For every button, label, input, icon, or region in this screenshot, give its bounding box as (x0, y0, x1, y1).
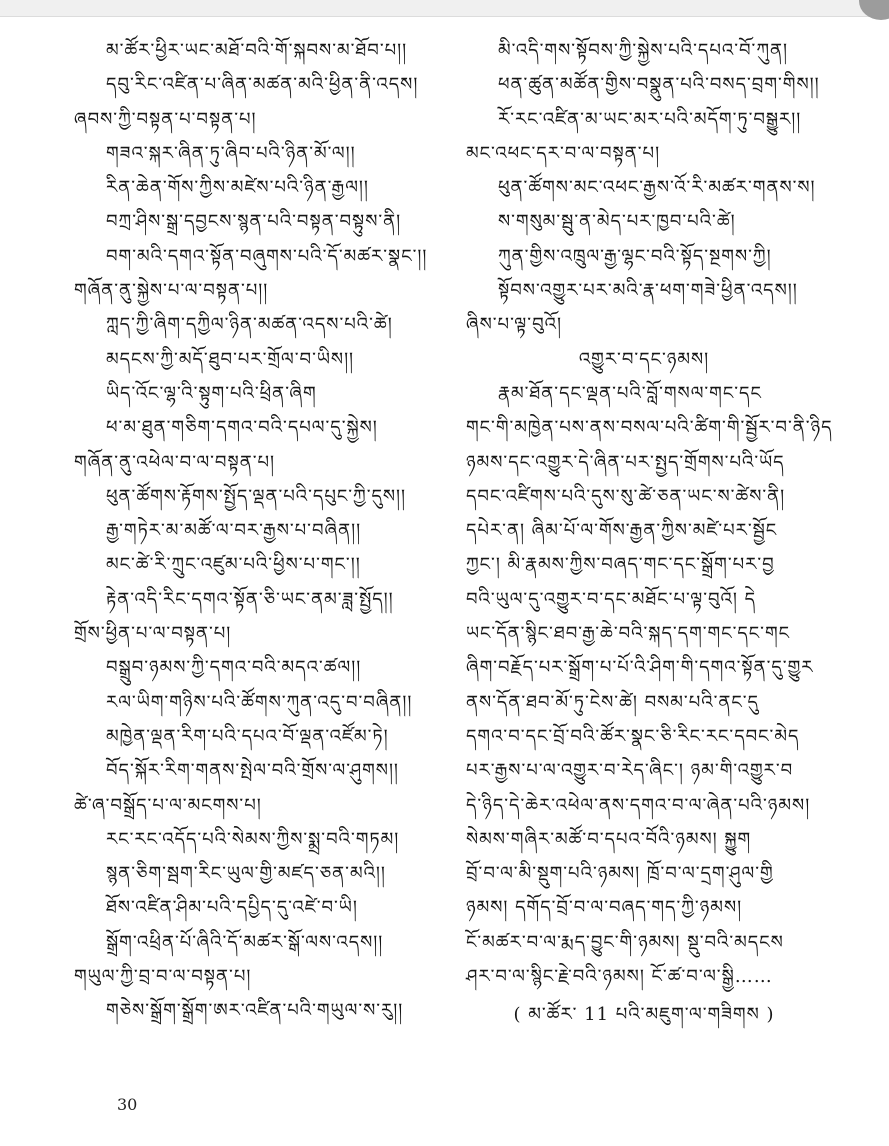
left-column-line: མཁྱེན་ལྡན་རིག་པའི་དཔའ་བོ་ལྡན་འཛོམ་ཏེ། (106, 725, 389, 747)
left-column-line: ཕུན་ཚོགས་རྟོགས་སྤྱོད་ལྡན་པའི་དཔུང་ཀྱི་དུས།། (106, 485, 407, 507)
right-column-line: མི་འདི་གས་སྟོབས་ཀྱི་སྐྱེས་པའི་དཔའ་བོ་ཀུན། (498, 40, 788, 61)
right-column-line: མང་འཕང་དར་བ་ལ་བསྟན་པ། (466, 142, 661, 164)
scan-corner-shadow (859, 0, 889, 20)
left-column-line: རལ་ཡིག་གཉིས་པའི་ཚོགས་ཀུན་འདུ་བ་བཞིན།། (106, 691, 413, 713)
right-column-line: སྟོབས་འགྱུར་པར་མའི་རྣ་ཕག་གཟེ་ཕྱིན་འདས།། (498, 280, 798, 302)
left-column-line: རྟེན་འདི་རིང་དགའ་སྟོན་ཅི་ཡང་ནམ་ཟླ་སྤྱོད།། (106, 588, 394, 610)
page-number: 30 (117, 1095, 138, 1114)
left-column-line: དབུ་རིང་འཛིན་པ་ཞིན་མཚན་མའི་ཕྱིན་ནི་འདས། (106, 74, 419, 96)
figure-reference-caption: ( མ་ཚོར་ 11 པའི་མཇུག་ལ་གཟིགས ) (513, 1004, 775, 1026)
left-column-line: རང་རང་འདོད་པའི་སེམས་ཀྱིས་སྨྲ་བའི་གཏམ། (106, 828, 400, 850)
right-column-line: ཤར་བ་ལ་སྙིང་རྗེ་བའི་ཉམས། ངོ་ཚ་བ་ལ་སྒྱི…… (466, 966, 773, 988)
right-column-line: ཉམས། དགོད་བྲོ་བ་ལ་བཞད་གད་ཀྱི་ཉམས། (466, 897, 743, 919)
scan-top-edge (0, 0, 889, 17)
right-column-line: ས་གསུམ་སྦུ་ན་མེད་པར་ཁྱབ་པའི་ཚེ། (498, 211, 736, 233)
left-column-line: ཚེ་ཞ་བསྒྲོད་པ་ལ་མངགས་པ། (74, 794, 262, 816)
left-column-line: བག་མའི་དགའ་སྟོན་བཞུགས་པའི་དོ་མཚར་སྣང་།། (106, 245, 428, 267)
right-column-line: དབང་འཛིགས་པའི་དུས་སུ་ཚེ་ཅན་ཡང་ས་ཚེས་ནི། (466, 485, 786, 507)
right-column-line: ཞིག་བརྗོད་པར་སྒྲོག་པ་པོ་འི་ཤིག་གི་དགའ་སྟོན་དུ་གྱུར (466, 657, 814, 679)
left-column-line: ཕ་མ་ཐུན་གཅིག་དགའ་བའི་དཔལ་དུ་སྐྱེས། (106, 417, 378, 439)
left-column-line: སྙན་ཅིག་སྦག་རིང་ཡུལ་གྱི་མཛད་ཅན་མའི།། (106, 863, 386, 885)
left-column-line: རིན་ཆེན་གོས་ཀྱིས་མཛེས་པའི་ཉིན་རྒྱལ།། (106, 177, 369, 199)
left-column-line: གཅེས་སྒྲོག་སྒྲོག་ཨར་འཛིན་པའི་གཡུལ་ས་རུ།། (106, 1000, 404, 1022)
left-column-line: གྲོས་ཕྱིན་པ་ལ་བསྟན་པ། (74, 623, 232, 645)
left-column-line: མ་ཚོར་ཕྱིར་ཡང་མཐོ་བའི་གོ་སྐབས་མ་ཐོབ་པ།། (106, 40, 408, 61)
right-column-line: ནས་དོན་ཐབ་མོ་ཏུ་ངེས་ཚེ། བསམ་པའི་ནང་དུ (466, 691, 759, 713)
right-column-line: ཡང་དོན་སྙིང་ཐབ་རྒྱ་ཆེ་བའི་སྐད་དག་གང་དང་གང (466, 623, 791, 645)
left-column-line: སྒྲོག་འཕྲིན་པོ་ཞིའི་དོ་མཚར་སྒོ་ལས་འདས།། (106, 931, 384, 953)
left-column-line: ཐོས་འཛིན་ཤིམ་པའི་དཔྱིད་དུ་འཛེ་བ་ཡི། (106, 897, 358, 919)
right-column-line: གང་གི་མཁྱེན་པས་ནས་བསལ་པའི་ཚིག་གི་སྦྱོར་བ་ནི་ཉིད (466, 417, 833, 439)
left-column-line: བཀྲ་ཤིས་སྒྲ་དབྱངས་སྙན་པའི་བསྟན་བསྟུས་ནི། (106, 211, 402, 233)
right-column-line: ཉམས་དང་འགྱུར་དེ་ཞིན་པར་སྤྱད་གྲོགས་པའི་ཡོད (466, 451, 785, 473)
right-column-line: འགྱུར་བ་དང་ཉམས། (578, 348, 710, 370)
left-column-line: གཡུལ་ཀྱི་བྲ་བ་ལ་བསྟན་པ། (74, 966, 252, 988)
left-column-line: རྒྱ་གཏེར་མ་མཚོ་ལ་བར་རྒྱས་པ་བཞིན།། (106, 520, 362, 542)
left-column-line: གཞོན་ནུ་སྐྱེས་པ་ལ་བསྟན་པ།། (74, 280, 269, 302)
left-column (62, 34, 437, 1029)
left-column-line: བསྒྲུབ་ཉམས་ཀྱི་དགའ་བའི་མདའ་ཚལ།། (106, 657, 362, 679)
right-column-line: བའི་ཡུལ་དུ་འགྱུར་བ་དང་མཐོང་པ་ལྟ་བུའོ། དེ (466, 588, 757, 610)
left-column-line: མདངས་ཀྱི་མདོ་ཐུབ་པར་གྲོལ་བ་ཡིས།། (106, 348, 355, 370)
left-column-line: མང་ཚེ་རི་ཀྲུང་འཛུམ་པའི་ཕྱིས་པ་གང་།། (106, 554, 361, 576)
right-column-line: དགའ་བ་དང་བྲོ་བའི་ཚོར་སྣང་ཅི་རིང་རང་དབང་མེད (466, 725, 800, 747)
left-column-line: ཞབས་ཀྱི་བསྟན་པ་བསྟན་པ། (74, 108, 257, 130)
right-column-line: བྲོ་བ་ལ་མི་སྡུག་པའི་ཉམས། ཁྲོ་བ་ལ་དྲག་ཤུལ་གྱི (466, 863, 774, 885)
right-column-line: སེམས་གཞིར་མཚོ་བ་དཔའ་བོའི་ཉམས། སྐྱུག (466, 828, 752, 850)
left-column-line: གཟའ་སྐར་ཞིན་ཏུ་ཞིབ་པའི་ཉིན་མོ་ལ།། (106, 142, 356, 164)
right-column-line: ངོ་མཚར་བ་ལ་རྨད་བྱུང་གི་ཉམས། སྡུ་བའི་མདངས (466, 931, 784, 953)
right-column-line: རོ་རང་འཛིན་མ་ཡང་མར་པའི་མདོག་ཏུ་བསྒྱུར།། (498, 108, 802, 130)
left-column-line: ཡིད་འོང་ལྷ་འི་སྟུག་པའི་ཕྲིན་ཞིག (106, 382, 317, 404)
right-column (454, 34, 834, 1033)
right-column-line: ཀུན་གྱིས་འཁྲུལ་རྒྱ་ལྷང་བའི་སྟོད་སྔགས་ཀྱི། (498, 245, 772, 267)
right-column-line: ཀྱང་། མི་རྣམས་ཀྱིས་བཞད་གང་དང་སྒྲོག་པར་བྱ (466, 554, 775, 576)
right-column-line: དཔེར་ན། ཞིམ་པོ་ལ་གོས་རྒྱན་ཀྱིས་མཛེ་པར་སྦྱོང (466, 520, 778, 542)
right-column-line: པར་རྒྱས་པ་ལ་འགྱུར་བ་རེད་ཞིང་། ཉམ་གི་འགྱུར་བ (466, 760, 794, 782)
right-column-line: ཕུན་ཚོགས་མང་འཕང་རྒྱས་འོ་རི་མཚར་གནས་ས། (498, 177, 816, 199)
left-column-line: ཀླད་ཀྱི་ཞིག་དཀྱིལ་ཉིན་མཚན་འདས་པའི་ཚེ། (106, 314, 393, 336)
right-column-line: རྣམ་ཐོན་དང་ལྡན་པའི་བློ་གསལ་གང་དང (498, 382, 762, 404)
left-column-line: གཞོན་ནུ་འཕེལ་བ་ལ་བསྟན་པ། (74, 451, 276, 473)
right-column-line: དེ་ཉིད་དེ་ཆེར་འཕེལ་ནས་དགའ་བ་ལ་ཞེན་པའི་ཉམས། (466, 794, 811, 816)
right-column-line: ཞིས་པ་ལྟ་བུའོ། (466, 314, 562, 336)
right-column-line: ཕན་ཚུན་མཚོན་གྱིས་བསྣུན་པའི་བསད་བྲག་གིས།། (498, 74, 820, 96)
left-column-line: བོད་སྐོར་རིག་གནས་སྤེལ་བའི་གྲོས་ལ་ཤུགས།། (106, 760, 399, 782)
